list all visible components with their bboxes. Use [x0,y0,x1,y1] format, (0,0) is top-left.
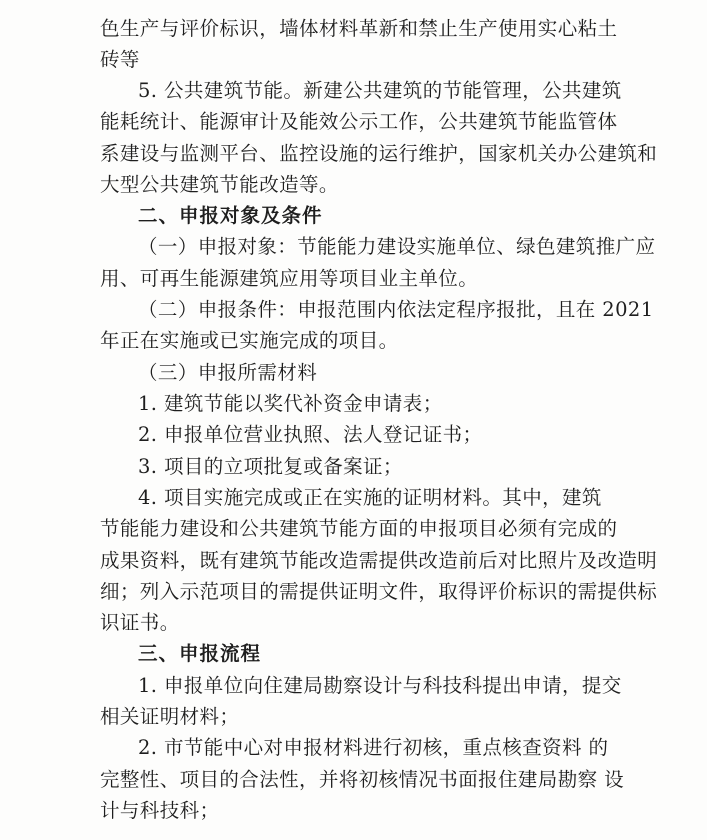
subsection-heading: （三）申报所需材料 [138,361,318,384]
list-item: 2. 申报单位营业执照、法人登记证书； [138,423,483,446]
paragraph-line: 能耗统计、能源审计及能效公示工作，公共建筑节能监管体 [100,110,618,133]
paragraph-line: （一）申报对象：节能能力建设实施单位、绿色建筑推广应 [138,235,656,258]
paragraph-line: 相关证明材料； [100,705,240,728]
paragraph-line: 砖等 [100,48,140,71]
paragraph-line: 4. 项目实施完成或正在实施的证明材料。其中，建筑 [138,486,602,509]
list-item: 1. 建筑节能以奖代补资金申请表； [138,392,443,415]
paragraph-line: 年正在实施或已实施完成的项目。 [100,329,399,352]
section-heading: 三、申报流程 [138,642,262,665]
paragraph-line: 2. 市节能中心对申报材料进行初核，重点核查资料 的 [138,736,609,759]
paragraph-line: （二）申报条件：申报范围内依法定程序报批，且在 2021 [138,298,654,321]
paragraph-line: 细；列入示范项目的需提供证明文件，取得评价标识的需提供标 [100,580,658,603]
list-item: 3. 项目的立项批复或备案证； [138,455,403,478]
paragraph-line: 成果资料，既有建筑节能改造需提供改造前后对比照片及改造明 [100,549,658,572]
paragraph-line: 用、可再生能源建筑应用等项目业主单位。 [100,267,479,290]
paragraph-line: 节能能力建设和公共建筑节能方面的申报项目必须有完成的 [100,517,618,540]
paragraph-line: 5. 公共建筑节能。新建公共建筑的节能管理，公共建筑 [138,79,622,102]
paragraph-line: 完整性、项目的合法性，并将初核情况书面报住建局勘察 设 [100,768,624,791]
paragraph-line: 1. 申报单位向住建局勘察设计与科技科提出申请，提交 [138,674,622,697]
paragraph-line: 大型公共建筑节能改造等。 [100,173,339,196]
paragraph-line: 色生产与评价标识，墙体材料革新和禁止生产使用实心粘土 [100,17,618,40]
section-heading: 二、申报对象及条件 [138,204,323,227]
paragraph-line: 识证书。 [100,611,180,634]
paragraph-line: 系建设与监测平台、监控设施的运行维护，国家机关办公建筑和 [100,142,658,165]
paragraph-line: 计与科技科； [100,799,220,822]
